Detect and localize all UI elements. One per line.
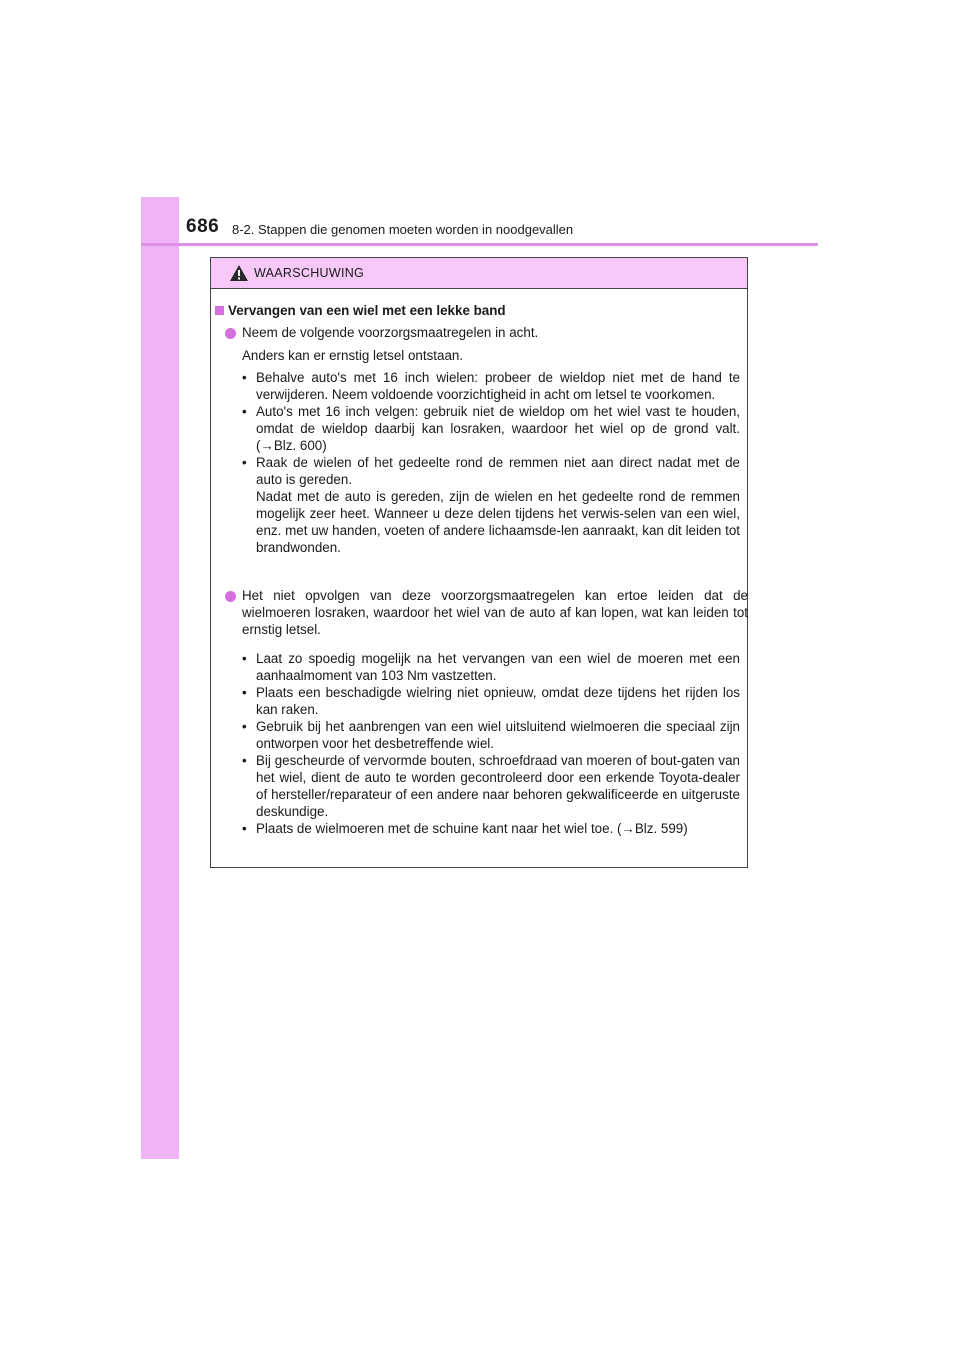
item2-bullet-list (242, 650, 740, 837)
list-item: • Gebruik bij het aanbrengen van een wiel uitsluitend wielmoeren die speciaal zijn ontworpen voor het desbetreffende wiel. (242, 718, 740, 752)
header-rule (141, 243, 818, 246)
circle-bullet-icon (225, 328, 236, 339)
warning-subheading: Vervangen van een wiel met een lekke band (228, 303, 506, 318)
list-item: • Behalve auto's met 16 inch wielen: probeer de wieldop niet met de hand te verwijderen. Neem voldoende voorzichtigheid in acht om letsel te voorkomen. (242, 369, 740, 403)
list-item: • Auto's met 16 inch velgen: gebruik niet de wieldop om het wiel vast te houden, omdat de wieldop daarbij kan losraken, waardoor het wiel op de grond valt. (→Blz. 600) (242, 403, 740, 454)
square-bullet-icon (215, 306, 224, 315)
item2-lead: Het niet opvolgen van deze voorzorgsmaatregelen kan ertoe leiden dat de wielmoeren losraken, waardoor het wiel van de auto af kan lopen, wat kan leiden tot ernstig letsel. (242, 588, 748, 637)
section-title: 8-2. Stappen die genomen moeten worden in noodgevallen (232, 222, 574, 237)
warning-triangle-icon (229, 264, 249, 282)
list-item: • Raak de wielen of het gedeelte rond de remmen niet aan direct nadat met de auto is gereden. (242, 454, 740, 488)
item1-sub: Anders kan er ernstig letsel ontstaan. (242, 348, 464, 363)
list-item: • Laat zo spoedig mogelijk na het vervangen van een wiel de moeren met een aanhaalmoment van 103 Nm vastzetten. (242, 650, 740, 684)
warning-box (210, 257, 748, 868)
list-item: • Bij gescheurde of vervormde bouten, schroefdraad van moeren of bout-gaten van het wiel, dient de auto te worden gecontroleerd door een erkende Toyota-dealer of hersteller/reparateur of een andere naar behoren gekwalificeerde en uitgeruste deskundige. (242, 752, 740, 820)
item1-bullet-list (242, 369, 740, 556)
warning-header (211, 258, 747, 289)
list-item: • Plaats de wielmoeren met de schuine kant naar het wiel toe. (→Blz. 599) (242, 820, 740, 837)
chapter-side-bar (141, 197, 179, 1159)
list-item: • Plaats een beschadigde wielring niet opnieuw, omdat deze tijdens het rijden los kan raken. (242, 684, 740, 718)
page-number: 686 (186, 216, 220, 237)
circle-bullet-icon (225, 591, 236, 602)
warning-title: WAARSCHUWING (254, 266, 365, 280)
item1-lead: Neem de volgende voorzorgsmaatregelen in acht. (242, 325, 539, 340)
list-item: Nadat met de auto is gereden, zijn de wielen en het gedeelte rond de remmen mogelijk zeer heet. Wanneer u deze delen tijdens het verwis-selen van een wiel, enz. met uw handen, voeten of andere lichaamsde-len aanraakt, kan dit leiden tot brandwonden. (256, 489, 740, 555)
